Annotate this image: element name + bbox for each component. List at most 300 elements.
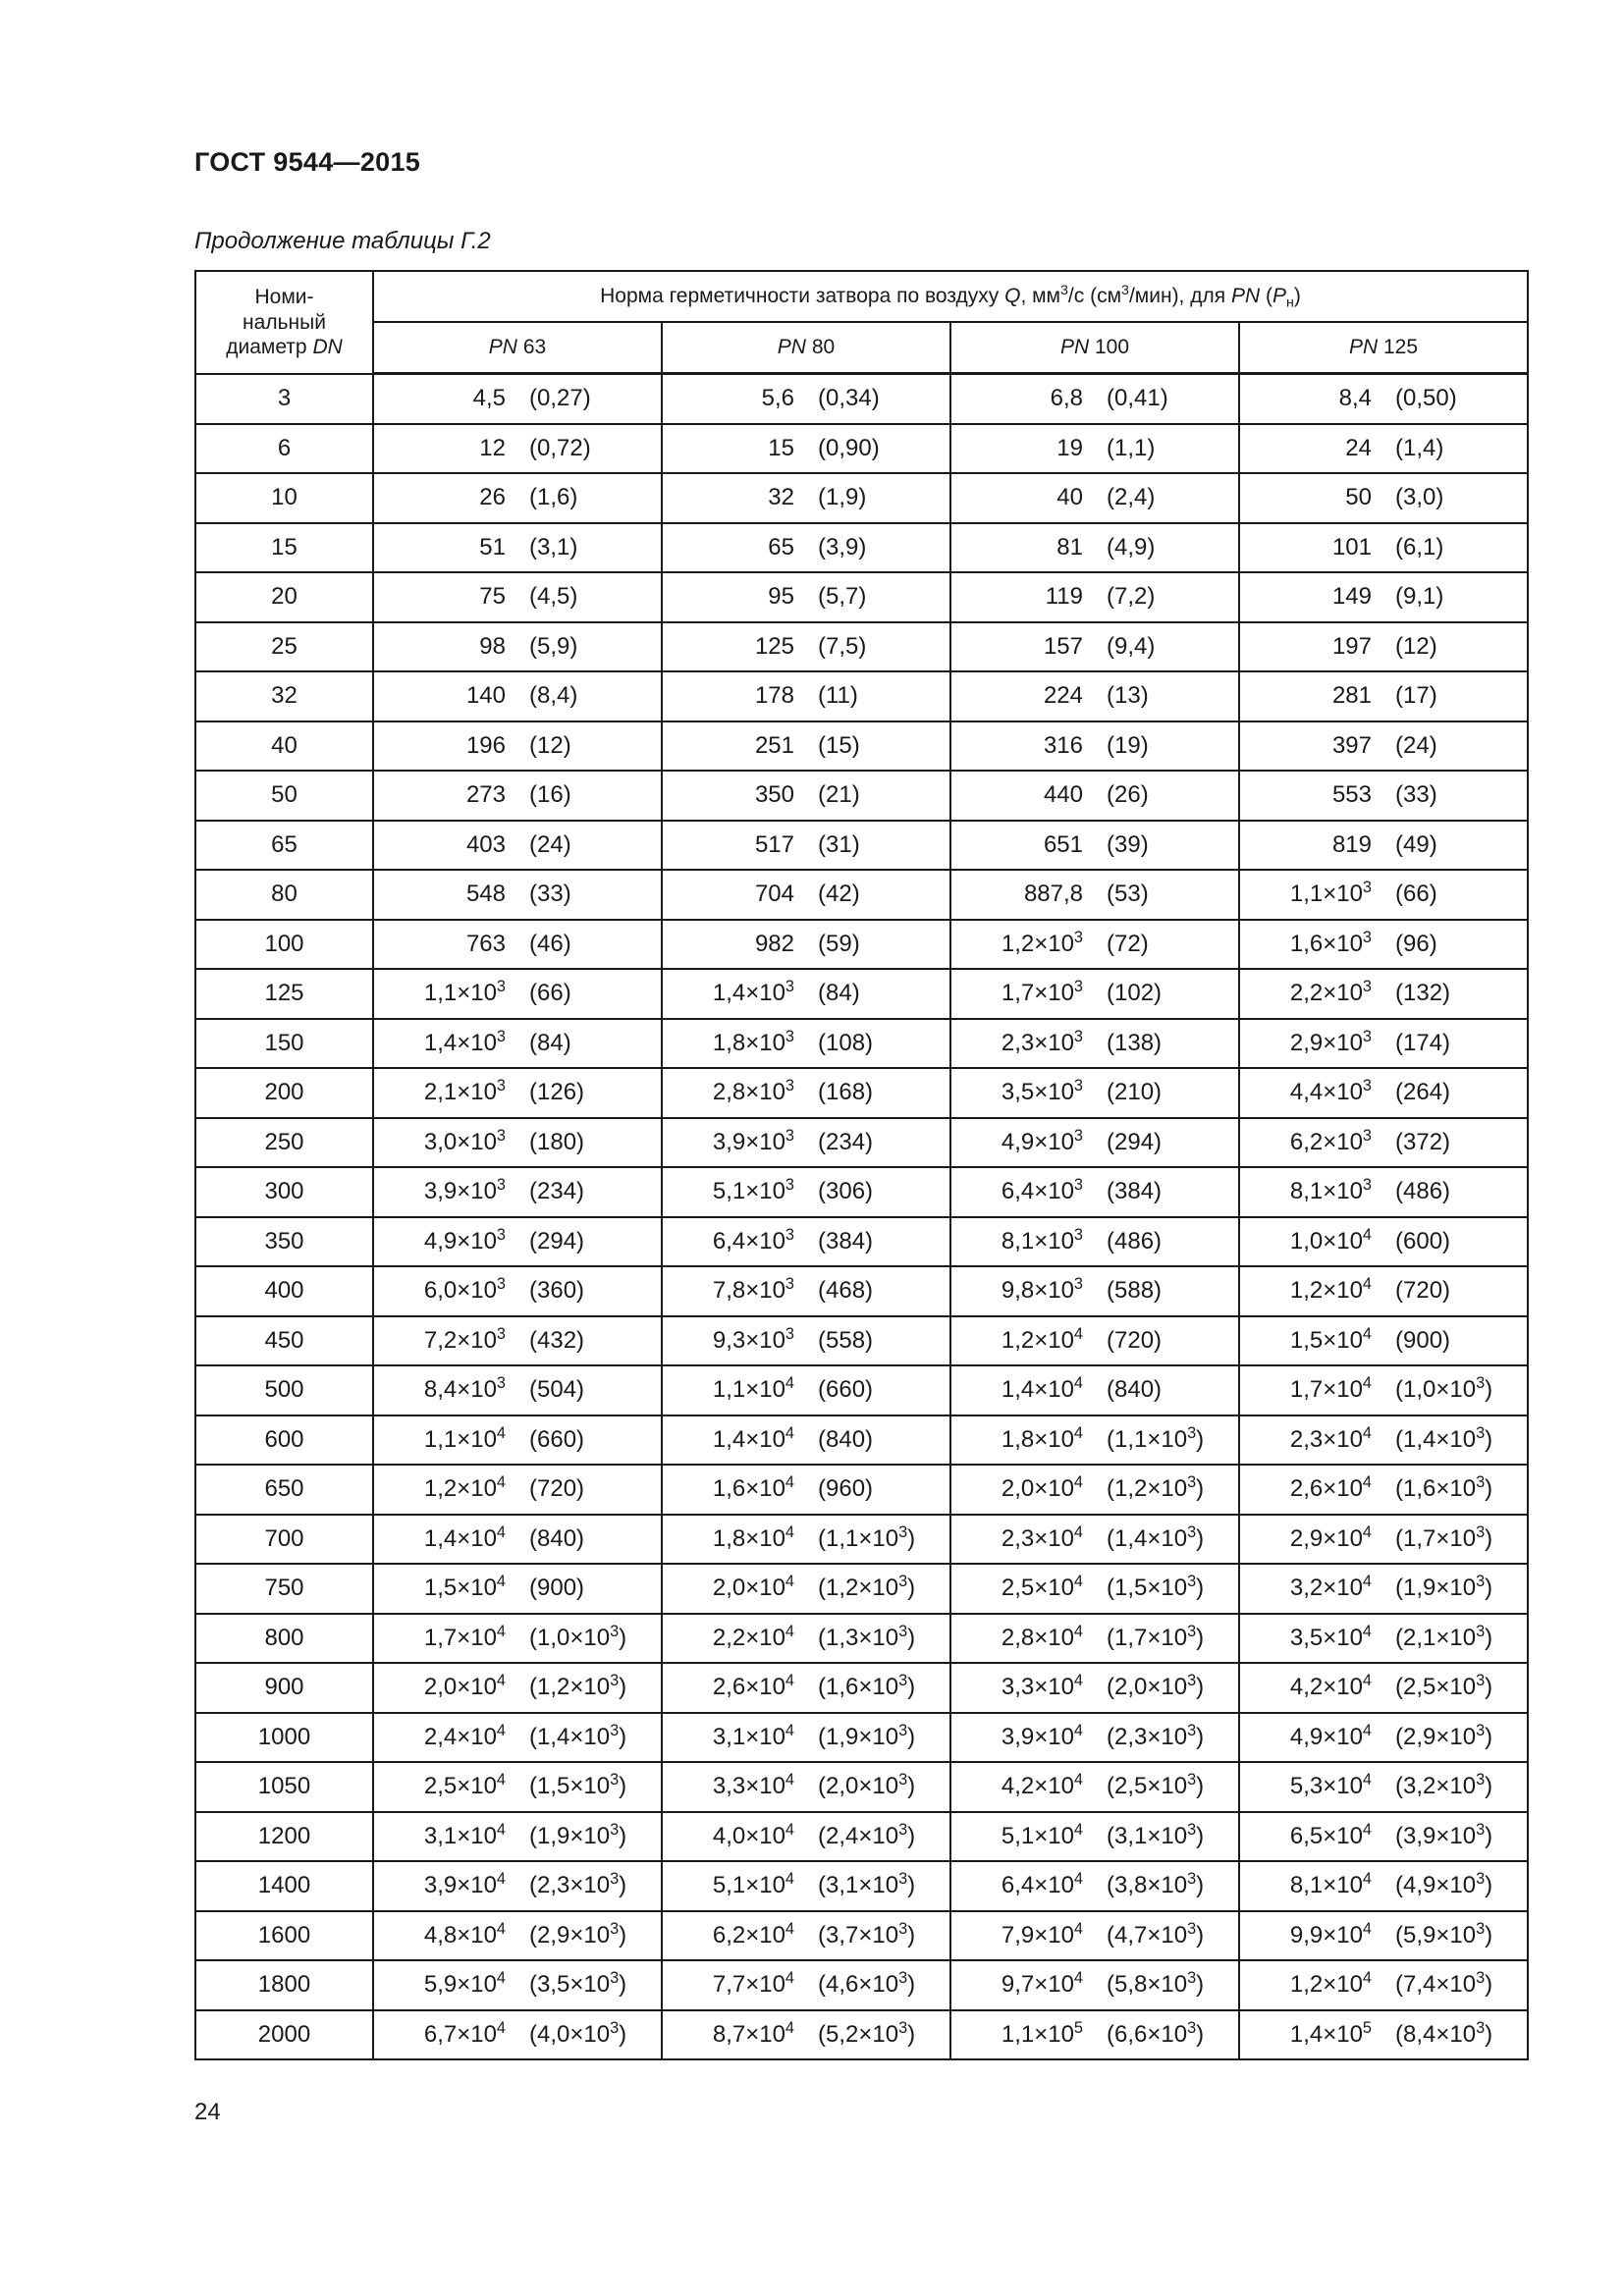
leakage-value-cell (662, 1663, 950, 1713)
leakage-cm3-value: (294) (1107, 1128, 1163, 1155)
leakage-cm3-value: (4,5) (529, 583, 578, 611)
leakage-cm3-value: $(3,8\times 10^3)$ (1107, 1870, 1205, 1899)
dn-cell: 800 (195, 1614, 373, 1664)
leakage-value-cell (950, 1762, 1239, 1812)
leakage-mm3-value: 119 (1045, 583, 1083, 611)
leakage-cm3-value: (504) (529, 1376, 585, 1404)
table-row (195, 1118, 1528, 1168)
leakage-cm3-value: (46) (529, 930, 571, 957)
leakage-value-cell (373, 920, 662, 970)
leakage-value-cell (373, 622, 662, 672)
leakage-mm3-value: $3,9\times 10^4$ (423, 1870, 506, 1899)
leakage-cm3-value: (3,0) (1395, 484, 1444, 511)
leakage-mm3-value: $4,9\times 10^4$ (1289, 1721, 1372, 1750)
leakage-mm3-value: $3,3\times 10^4$ (712, 1771, 794, 1800)
leakage-value-cell (950, 424, 1239, 474)
leakage-value-cell (950, 671, 1239, 721)
leakage-mm3-value: 65 (768, 533, 794, 561)
leakage-cm3-value: (210) (1107, 1079, 1163, 1106)
table-row (195, 771, 1528, 821)
leakage-cm3-value: (372) (1395, 1128, 1451, 1155)
leakage-cm3-value: (720) (1107, 1326, 1163, 1354)
leakage-value-cell (373, 1316, 662, 1366)
leakage-value-cell (1239, 1861, 1528, 1911)
leakage-mm3-value: 140 (465, 682, 506, 710)
leakage-mm3-value: $1,1\times 10^3$ (1289, 879, 1372, 908)
leakage-cm3-value: $(5,2\times 10^3)$ (818, 2018, 916, 2048)
leakage-cm3-value: (840) (818, 1425, 874, 1453)
dn-cell: 80 (195, 870, 373, 920)
leakage-cm3-value: (1,4) (1395, 434, 1444, 461)
leakage-value-cell (662, 1068, 950, 1118)
leakage-cm3-value: (360) (529, 1277, 585, 1305)
leakage-cm3-value: (0,50) (1395, 385, 1457, 412)
leakage-value-cell (1239, 1068, 1528, 1118)
dn-cell: 350 (195, 1217, 373, 1267)
leakage-value-cell (373, 1118, 662, 1168)
leakage-mm3-value: $6,7\times 10^4$ (423, 2018, 506, 2048)
leakage-mm3-value: 98 (479, 632, 506, 660)
leakage-value-cell (1239, 1415, 1528, 1466)
table-row (195, 969, 1528, 1019)
leakage-value-cell (662, 523, 950, 573)
leakage-value-cell (373, 1515, 662, 1565)
dn-cell: 15 (195, 523, 373, 573)
leakage-mm3-value: $8,1\times 10^3$ (1289, 1176, 1372, 1205)
leakage-value-cell (373, 1564, 662, 1614)
leakage-cm3-value: (294) (529, 1227, 585, 1255)
leakage-value-cell (950, 1861, 1239, 1911)
leakage-value-cell (662, 1266, 950, 1316)
table-row (195, 473, 1528, 523)
leakage-value-cell (662, 1415, 950, 1466)
leakage-value-cell (1239, 721, 1528, 772)
leakage-mm3-value: 819 (1331, 830, 1372, 858)
leakage-mm3-value: $9,7\times 10^4$ (1001, 1969, 1083, 1999)
leakage-value-cell (950, 1068, 1239, 1118)
leakage-cm3-value: (96) (1395, 930, 1437, 957)
leakage-cm3-value: $(2,3\times 10^3)$ (1107, 1721, 1205, 1750)
leakage-mm3-value: $3,5\times 10^3$ (1001, 1077, 1083, 1106)
dn-cell: 1200 (195, 1812, 373, 1862)
leakage-mm3-value: $2,3\times 10^4$ (1001, 1522, 1083, 1552)
leakage-value-cell (950, 969, 1239, 1019)
leakage-cm3-value: $(3,1\times 10^3)$ (818, 1870, 916, 1899)
leakage-value-cell (662, 721, 950, 772)
leakage-cm3-value: (0,41) (1107, 385, 1168, 412)
leakage-cm3-value: $(2,3\times 10^3)$ (529, 1870, 627, 1899)
leakage-value-cell (373, 374, 662, 424)
leakage-mm3-value: $2,9\times 10^3$ (1289, 1027, 1372, 1056)
leakage-cm3-value: $(5,8\times 10^3)$ (1107, 1969, 1205, 1999)
dn-cell: 750 (195, 1564, 373, 1614)
leakage-cm3-value: $(2,1\times 10^3)$ (1395, 1622, 1493, 1651)
leakage-mm3-value: $2,5\times 10^4$ (1001, 1573, 1083, 1602)
leakage-cm3-value: (24) (529, 830, 571, 858)
leakage-mm3-value: 40 (1056, 484, 1083, 511)
leakage-mm3-value: $7,8\times 10^3$ (712, 1275, 794, 1305)
leakage-value-cell (950, 870, 1239, 920)
leakage-mm3-value: $1,1\times 10^4$ (423, 1423, 506, 1453)
leakage-value-cell (662, 2010, 950, 2060)
leakage-cm3-value: (9,1) (1395, 583, 1444, 611)
leakage-value-cell (950, 523, 1239, 573)
leakage-cm3-value: $(4,0\times 10^3)$ (529, 2018, 627, 2048)
leakage-value-cell (950, 2010, 1239, 2060)
leakage-value-cell (373, 1663, 662, 1713)
leakage-mm3-value: 81 (1056, 533, 1083, 561)
dn-cell: 10 (195, 473, 373, 523)
leakage-cm3-value: (42) (818, 881, 860, 908)
leakage-value-cell (950, 1415, 1239, 1466)
leakage-mm3-value: 197 (1331, 632, 1372, 660)
leakage-mm3-value: 553 (1331, 781, 1372, 809)
leakage-mm3-value: $1,8\times 10^4$ (1001, 1423, 1083, 1453)
dn-cell: 900 (195, 1663, 373, 1713)
leakage-mm3-value: 8,4 (1338, 385, 1372, 412)
leakage-mm3-value: 101 (1331, 533, 1372, 561)
leakage-value-cell (1239, 622, 1528, 672)
leakage-cm3-value: $(2,0\times 10^3)$ (1107, 1672, 1205, 1701)
leakage-cm3-value: (960) (818, 1475, 874, 1503)
leakage-cm3-value: (660) (818, 1376, 874, 1404)
leakage-value-cell (1239, 1515, 1528, 1565)
leakage-cm3-value: $(2,0\times 10^3)$ (818, 1771, 916, 1800)
leakage-value-cell (950, 1167, 1239, 1217)
leakage-mm3-value: 19 (1056, 434, 1083, 461)
leakage-cm3-value: $(4,7\times 10^3)$ (1107, 1919, 1205, 1949)
leakage-mm3-value: 548 (465, 881, 506, 908)
leakage-value-cell (373, 473, 662, 523)
leakage-mm3-value: $4,2\times 10^4$ (1001, 1771, 1083, 1800)
table-row (195, 572, 1528, 622)
leakage-mm3-value: $1,2\times 10^3$ (1001, 928, 1083, 957)
leakage-cm3-value: (840) (1107, 1376, 1163, 1404)
leakage-value-cell (373, 721, 662, 772)
leakage-cm3-value: (486) (1395, 1178, 1451, 1205)
leakage-mm3-value: $1,4\times 10^4$ (423, 1522, 506, 1552)
leakage-cm3-value: (132) (1395, 980, 1451, 1007)
leakage-cm3-value: $(1,0\times 10^3)$ (1395, 1374, 1493, 1404)
leakage-cm3-value: (2,4) (1107, 484, 1156, 511)
leakage-value-cell (662, 424, 950, 474)
leakage-value-cell (1239, 1762, 1528, 1812)
dn-cell: 1000 (195, 1713, 373, 1763)
leakage-mm3-value: $1,1\times 10^3$ (423, 978, 506, 1007)
leakage-value-cell (1239, 1266, 1528, 1316)
leakage-mm3-value: $4,8\times 10^4$ (423, 1919, 506, 1949)
leakage-mm3-value: $1,4\times 10^3$ (712, 978, 794, 1007)
leakage-mm3-value: $4,9\times 10^3$ (1001, 1126, 1083, 1155)
leakage-mm3-value: $1,2\times 10^4$ (1289, 1969, 1372, 1999)
leakage-mm3-value: $2,2\times 10^4$ (712, 1622, 794, 1651)
leakage-cm3-value: $(3,1\times 10^3)$ (1107, 1820, 1205, 1849)
leakage-cm3-value: (840) (529, 1524, 585, 1552)
leakage-value-cell (662, 1465, 950, 1515)
leakage-cm3-value: $(8,4\times 10^3)$ (1395, 2018, 1493, 2048)
leakage-cm3-value: $(2,5\times 10^3)$ (1395, 1672, 1493, 1701)
leakage-mm3-value: $1,4\times 10^4$ (712, 1423, 794, 1453)
leakage-value-cell (1239, 424, 1528, 474)
dn-cell: 1400 (195, 1861, 373, 1911)
dn-header-line-3: диаметр DN (226, 335, 343, 358)
leakage-cm3-value: (72) (1107, 930, 1149, 957)
table-row (195, 424, 1528, 474)
dn-cell: 32 (195, 671, 373, 721)
leakage-mm3-value: $6,2\times 10^3$ (1289, 1126, 1372, 1155)
leakage-cm3-value: (6,1) (1395, 533, 1444, 561)
leakage-cm3-value: (900) (529, 1575, 585, 1602)
dn-column-header (195, 271, 373, 374)
leakage-mm3-value: $5,1\times 10^4$ (712, 1870, 794, 1899)
leakage-mm3-value: $9,9\times 10^4$ (1289, 1919, 1372, 1949)
leakage-value-cell (1239, 920, 1528, 970)
leakage-mm3-value: $1,4\times 10^3$ (423, 1027, 506, 1056)
leakage-mm3-value: 149 (1331, 583, 1372, 611)
leakage-mm3-value: 982 (754, 930, 794, 957)
leakage-mm3-value: 316 (1043, 731, 1083, 759)
leakage-mm3-value: $3,1\times 10^4$ (712, 1721, 794, 1750)
leakage-mm3-value: 15 (768, 434, 794, 461)
leakage-value-cell (373, 1068, 662, 1118)
leakage-cm3-value: (432) (529, 1326, 585, 1354)
dn-cell: 100 (195, 920, 373, 970)
leakage-mm3-value: 651 (1043, 830, 1083, 858)
leakage-mm3-value: 251 (754, 731, 794, 759)
leakage-value-cell (950, 622, 1239, 672)
leakage-cm3-value: (3,1) (529, 533, 578, 561)
leakage-value-cell (373, 1713, 662, 1763)
leakage-mm3-value: 178 (754, 682, 794, 710)
table-row (195, 1415, 1528, 1466)
leakage-value-cell (662, 1564, 950, 1614)
leakage-value-cell (1239, 572, 1528, 622)
leakage-mm3-value: 50 (1345, 484, 1372, 511)
leakage-value-cell (950, 1911, 1239, 1961)
leakage-cm3-value: (558) (818, 1326, 874, 1354)
leakage-mm3-value: $7,2\times 10^3$ (423, 1324, 506, 1354)
leakage-value-cell (373, 870, 662, 920)
leakage-mm3-value: 350 (754, 781, 794, 809)
leakage-cm3-value: (174) (1395, 1029, 1451, 1056)
leakage-cm3-value: (0,72) (529, 434, 591, 461)
leakage-value-cell (950, 1316, 1239, 1366)
leakage-cm3-value: $(3,5\times 10^3)$ (529, 1969, 627, 1999)
table-row (195, 1316, 1528, 1366)
leakage-value-cell (950, 1266, 1239, 1316)
leakage-value-cell (950, 1713, 1239, 1763)
leakage-mm3-value: $5,9\times 10^4$ (423, 1969, 506, 1999)
leakage-value-cell (662, 1713, 950, 1763)
dn-cell: 150 (195, 1019, 373, 1069)
leakage-cm3-value: (12) (529, 731, 571, 759)
leakage-value-cell (373, 671, 662, 721)
leakage-value-cell (662, 1365, 950, 1415)
leakage-cm3-value: $(1,5\times 10^3)$ (529, 1771, 627, 1800)
leakage-value-cell (373, 2010, 662, 2060)
dn-cell: 1050 (195, 1762, 373, 1812)
leakage-value-cell (1239, 1911, 1528, 1961)
pn-column-header: PN 100 (950, 322, 1239, 374)
leakage-cm3-value: $(1,4\times 10^3)$ (1395, 1423, 1493, 1453)
leakage-mm3-value: $3,1\times 10^4$ (423, 1820, 506, 1849)
leakage-mm3-value: $1,1\times 10^5$ (1001, 2018, 1083, 2048)
leakage-value-cell (1239, 1316, 1528, 1366)
leakage-mm3-value: $2,1\times 10^3$ (423, 1077, 506, 1106)
dn-cell: 500 (195, 1365, 373, 1415)
pn-column-header: PN 63 (373, 322, 662, 374)
leakage-mm3-value: $2,9\times 10^4$ (1289, 1522, 1372, 1552)
leakage-cm3-value: (66) (529, 980, 571, 1007)
dn-cell: 2000 (195, 2010, 373, 2060)
table-row (195, 870, 1528, 920)
leakage-mm3-value: $5,3\times 10^4$ (1289, 1771, 1372, 1800)
leakage-mm3-value: $6,4\times 10^3$ (1001, 1176, 1083, 1205)
leakage-cm3-value: $(3,2\times 10^3)$ (1395, 1771, 1493, 1800)
leakage-mm3-value: $1,4\times 10^5$ (1289, 2018, 1372, 2048)
leakage-mm3-value: 704 (754, 881, 794, 908)
leakage-mm3-value: $3,9\times 10^4$ (1001, 1721, 1083, 1750)
leakage-cm3-value: (384) (818, 1227, 874, 1255)
leakage-value-cell (950, 920, 1239, 970)
leakage-cm3-value: $(1,4\times 10^3)$ (529, 1721, 627, 1750)
dn-cell: 20 (195, 572, 373, 622)
leakage-value-cell (950, 1365, 1239, 1415)
leakage-mm3-value: $1,2\times 10^4$ (1289, 1275, 1372, 1305)
leakage-mm3-value: $9,8\times 10^3$ (1001, 1275, 1083, 1305)
leakage-value-cell (1239, 821, 1528, 871)
leakage-mm3-value: $7,9\times 10^4$ (1001, 1919, 1083, 1949)
dn-cell: 50 (195, 771, 373, 821)
leakage-cm3-value: $(3,7\times 10^3)$ (818, 1919, 916, 1949)
leakage-cm3-value: (384) (1107, 1178, 1163, 1205)
leakage-value-cell (950, 1564, 1239, 1614)
leakage-value-cell (662, 1861, 950, 1911)
leakage-mm3-value: $2,3\times 10^4$ (1289, 1423, 1372, 1453)
leakage-value-cell (373, 1217, 662, 1267)
leakage-mm3-value: 51 (479, 533, 506, 561)
leakage-value-cell (1239, 671, 1528, 721)
leakage-value-cell (662, 771, 950, 821)
table-row (195, 1564, 1528, 1614)
leakage-mm3-value: 4,5 (472, 385, 506, 412)
leakage-mm3-value: 5,6 (761, 385, 794, 412)
leakage-value-cell (950, 473, 1239, 523)
leakage-cm3-value: $(6,6\times 10^3)$ (1107, 2018, 1205, 2048)
leakage-mm3-value: $3,5\times 10^4$ (1289, 1622, 1372, 1651)
leakage-value-cell (950, 1960, 1239, 2010)
leakage-value-cell (1239, 1167, 1528, 1217)
leakage-value-cell (662, 1911, 950, 1961)
dn-cell: 650 (195, 1465, 373, 1515)
leakage-value-cell (1239, 1663, 1528, 1713)
leakage-cm3-value: (588) (1107, 1277, 1163, 1305)
leakage-value-cell (1239, 1217, 1528, 1267)
leakage-value-cell (1239, 1118, 1528, 1168)
leakage-mm3-value: 26 (479, 484, 506, 511)
leakage-cm3-value: (16) (529, 781, 571, 809)
leakage-cm3-value: (1,6) (529, 484, 578, 511)
leakage-value-cell (950, 1614, 1239, 1664)
table-row (195, 2010, 1528, 2060)
leakage-value-cell (1239, 1812, 1528, 1862)
leakage-value-cell (950, 1515, 1239, 1565)
leakage-cm3-value: (59) (818, 930, 860, 957)
leakage-cm3-value: (180) (529, 1128, 585, 1155)
leakage-mm3-value: $8,7\times 10^4$ (712, 2018, 794, 2048)
leakage-value-cell (1239, 1960, 1528, 2010)
leakage-value-cell (373, 424, 662, 474)
leakage-value-cell (373, 572, 662, 622)
table-row (195, 721, 1528, 772)
leakage-mm3-value: $3,3\times 10^4$ (1001, 1672, 1083, 1701)
leakage-mm3-value: 403 (465, 830, 506, 858)
leakage-mm3-value: $1,4\times 10^4$ (1001, 1374, 1083, 1404)
leakage-value-cell (950, 572, 1239, 622)
page-number: 24 (194, 2099, 221, 2125)
leakage-cm3-value: (66) (1395, 881, 1437, 908)
dn-cell: 450 (195, 1316, 373, 1366)
leakage-mm3-value: $2,0\times 10^4$ (1001, 1473, 1083, 1503)
leakage-cm3-value: $(1,6\times 10^3)$ (818, 1672, 916, 1701)
leakage-mm3-value: $2,6\times 10^4$ (1289, 1473, 1372, 1503)
leakage-value-cell (1239, 1614, 1528, 1664)
leakage-cm3-value: (234) (529, 1178, 585, 1205)
leakage-cm3-value: $(2,4\times 10^3)$ (818, 1820, 916, 1849)
table-row (195, 1217, 1528, 1267)
leakage-value-cell (1239, 2010, 1528, 2060)
leakage-value-cell (373, 1167, 662, 1217)
table-row (195, 523, 1528, 573)
leakage-mm3-value: $4,4\times 10^3$ (1289, 1077, 1372, 1106)
leakage-cm3-value: (33) (1395, 781, 1437, 809)
leakage-mm3-value: 763 (465, 930, 506, 957)
leakage-mm3-value: $9,3\times 10^3$ (712, 1324, 794, 1354)
leakage-cm3-value: (720) (529, 1475, 585, 1503)
leakage-cm3-value: (1,9) (818, 484, 867, 511)
leakage-mm3-value: $2,8\times 10^4$ (1001, 1622, 1083, 1651)
table-row (195, 1861, 1528, 1911)
leakage-value-cell (950, 721, 1239, 772)
leakage-mm3-value: 517 (754, 830, 794, 858)
leakage-mm3-value: $2,0\times 10^4$ (712, 1573, 794, 1602)
leakage-value-cell (950, 771, 1239, 821)
table-row (195, 1960, 1528, 2010)
leakage-mm3-value: 12 (479, 434, 506, 461)
leakage-mm3-value: $2,4\times 10^4$ (423, 1721, 506, 1750)
leakage-mm3-value: $1,8\times 10^3$ (712, 1027, 794, 1056)
leakage-value-cell (1239, 473, 1528, 523)
table-row (195, 1365, 1528, 1415)
leakage-value-cell (662, 473, 950, 523)
table-row (195, 1465, 1528, 1515)
leakage-mm3-value: $6,2\times 10^4$ (712, 1919, 794, 1949)
table-row (195, 821, 1528, 871)
leakage-mm3-value: $1,7\times 10^4$ (423, 1622, 506, 1651)
dn-header-line-1: Номи- (254, 286, 314, 309)
leakage-cm3-value: (0,90) (818, 434, 880, 461)
leakage-mm3-value: 196 (465, 731, 506, 759)
dn-cell: 700 (195, 1515, 373, 1565)
leakage-cm3-value: $(2,9\times 10^3)$ (1395, 1721, 1493, 1750)
leakage-cm3-value: (53) (1107, 881, 1149, 908)
leakage-cm3-value: (108) (818, 1029, 874, 1056)
leakage-mm3-value: $3,0\times 10^3$ (423, 1126, 506, 1155)
dn-cell: 600 (195, 1415, 373, 1466)
leakage-mm3-value: $1,0\times 10^4$ (1289, 1225, 1372, 1255)
leakage-cm3-value: $(1,1\times 10^3)$ (1107, 1423, 1205, 1453)
leakage-cm3-value: (900) (1395, 1326, 1451, 1354)
